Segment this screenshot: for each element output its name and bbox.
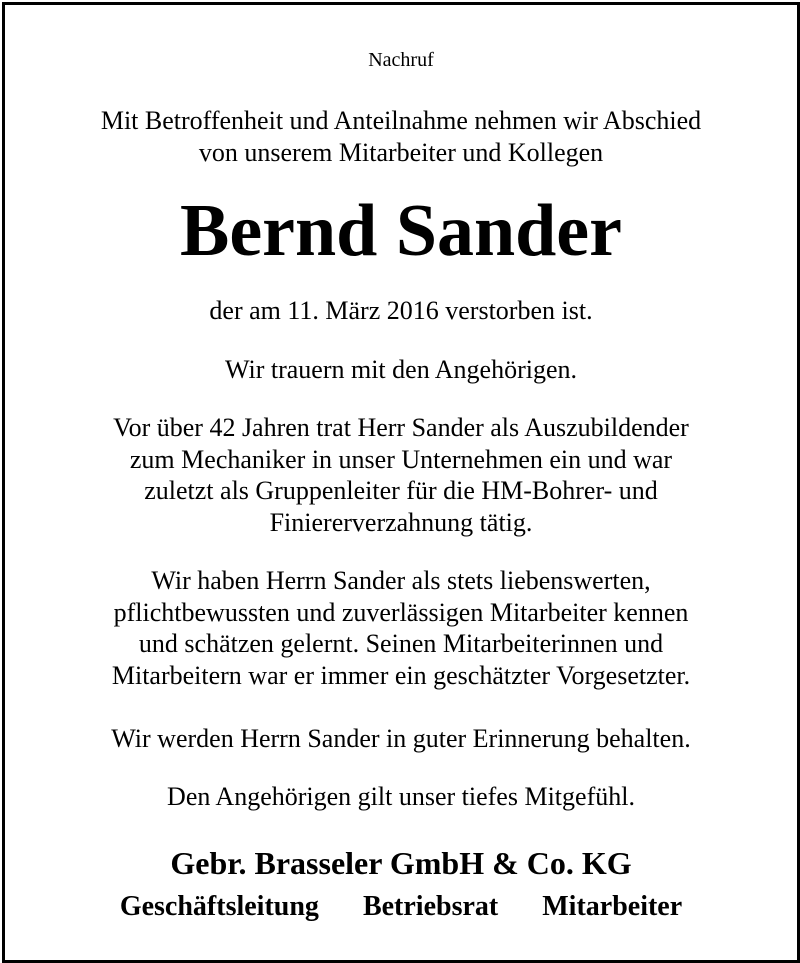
appreciation-line: pflichtbewussten und zuverlässigen Mitarbeiter kennen [113,597,689,627]
company-name: Gebr. Brasseler GmbH & Co. KG [170,845,632,881]
appreciation-line: Wir haben Herrn Sander als stets liebenswerten, [151,566,651,595]
career-paragraph [5,412,797,538]
memory-statement: Wir werden Herrn Sander in guter Erinnerung behalten. [111,724,691,753]
intro-line: Mit Betroffenheit und Anteilnahme nehmen wir Abschied [100,106,702,135]
signer-management: Geschäftsleitung [119,891,319,922]
sympathy-statement: Den Angehörigen gilt unser tiefes Mitgefühl. [167,782,635,811]
obituary-content [5,5,797,960]
appreciation-line: und schätzen gelernt. Seinen Mitarbeiterinnen und [138,629,664,658]
obituary-frame [2,2,800,963]
career-line: zuletzt als Gruppenleiter für die HM-Bohrer- und [144,476,658,505]
appreciation-paragraph [5,565,797,691]
intro-line: von unserem Mitarbeiter und Kollegen [198,138,604,167]
career-line: zum Mechaniker in unser Unternehmen ein und war [129,444,673,474]
intro-text [5,105,797,169]
death-statement: der am 11. März 2016 verstorben ist. [209,296,593,325]
appreciation-line: Mitarbeitern war er immer ein geschätzter Vorgesetzter. [111,660,691,690]
signer-works-council: Betriebsrat [362,891,499,922]
signer-employees: Mitarbeiter [542,891,683,922]
signers-row [5,888,797,926]
mourning-statement: Wir trauern mit den Angehörigen. [224,355,577,384]
career-line: Vor über 42 Jahren trat Herr Sander als Auszubildender [113,413,689,442]
career-line: Finiererverzahnung tätig. [269,507,533,537]
deceased-name: Bernd Sander [179,190,622,272]
obituary-heading: Nachruf [368,49,434,71]
